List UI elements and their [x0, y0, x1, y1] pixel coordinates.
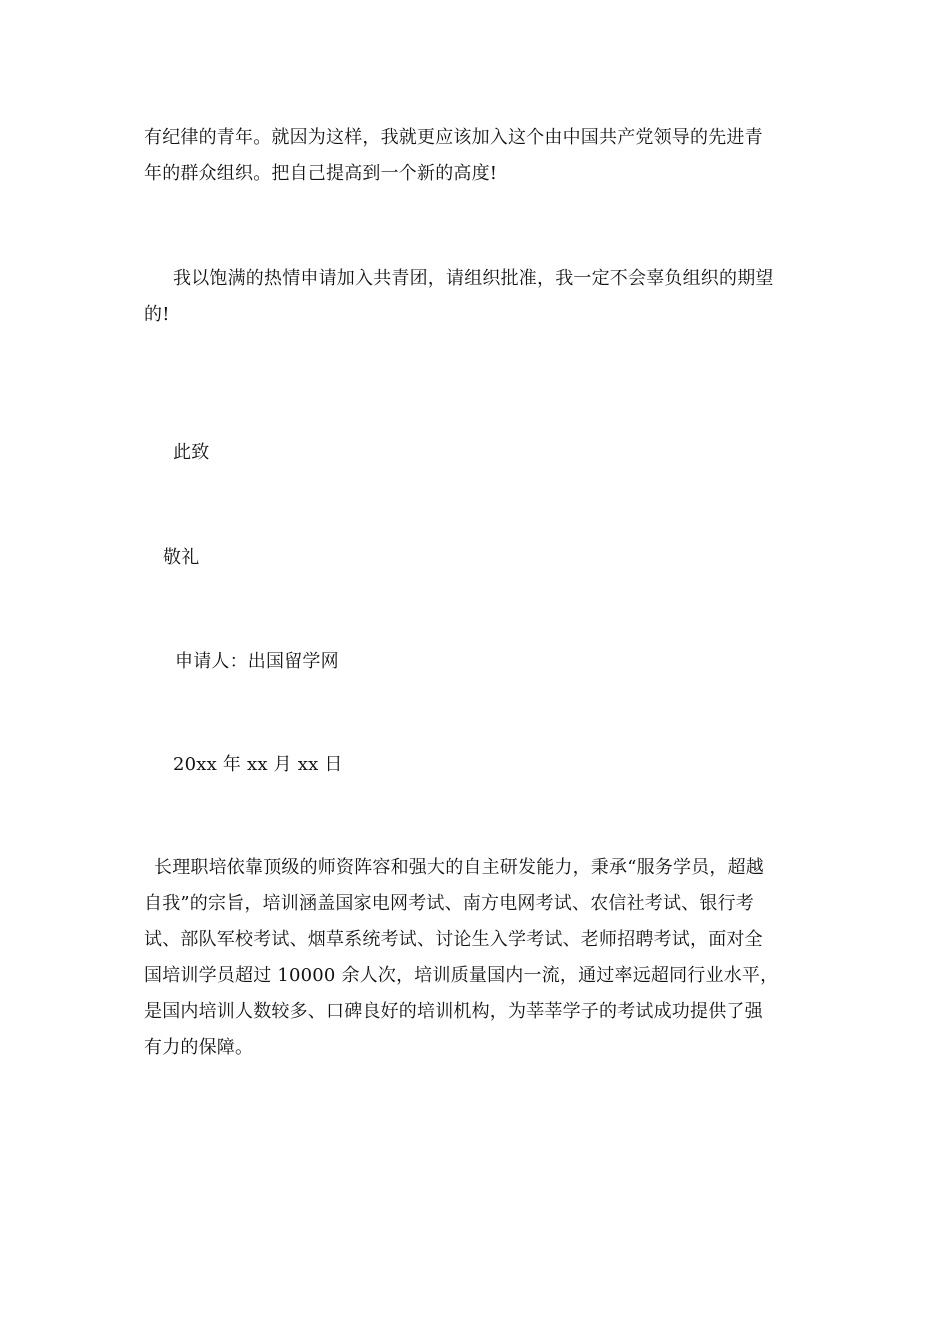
ad-line-4: 国培训学员超过 10000 余人次，培训质量国内一流，通过率远超同行业水平，: [144, 965, 779, 986]
para1-line-2: 年的群众组织。把自己提高到一个新的高度!: [144, 163, 498, 184]
applicant: 申请人：出国留学网: [175, 651, 339, 672]
ad-line-5: 是国内培训人数较多、口碑良好的培训机构，为莘莘学子的考试成功提供了强: [144, 1001, 763, 1022]
salutation: 此致: [173, 442, 210, 463]
para2-line-1: 我以饱满的热情申请加入共青团，请组织批准，我一定不会辜负组织的期望: [173, 268, 774, 289]
ad-line-2: 自我”的宗旨，培训涵盖国家电网考试、南方电网考试、农信社考试、银行考: [144, 893, 754, 914]
para2-line-2: 的!: [144, 304, 170, 325]
regards: 敬礼: [163, 547, 200, 568]
date: 20xx 年 xx 月 xx 日: [173, 754, 343, 775]
ad-line-6: 有力的保障。: [144, 1037, 254, 1058]
ad-line-1: 长理职培依靠顶级的师资阵容和强大的自主研发能力，秉承“服务学员，超越: [154, 857, 764, 878]
para1-line-1: 有纪律的青年。就因为这样，我就更应该加入这个由中国共产党领导的先进青: [144, 127, 763, 148]
ad-line-3: 试、部队军校考试、烟草系统考试、讨论生入学考试、老师招聘考试，面对全: [144, 929, 763, 950]
